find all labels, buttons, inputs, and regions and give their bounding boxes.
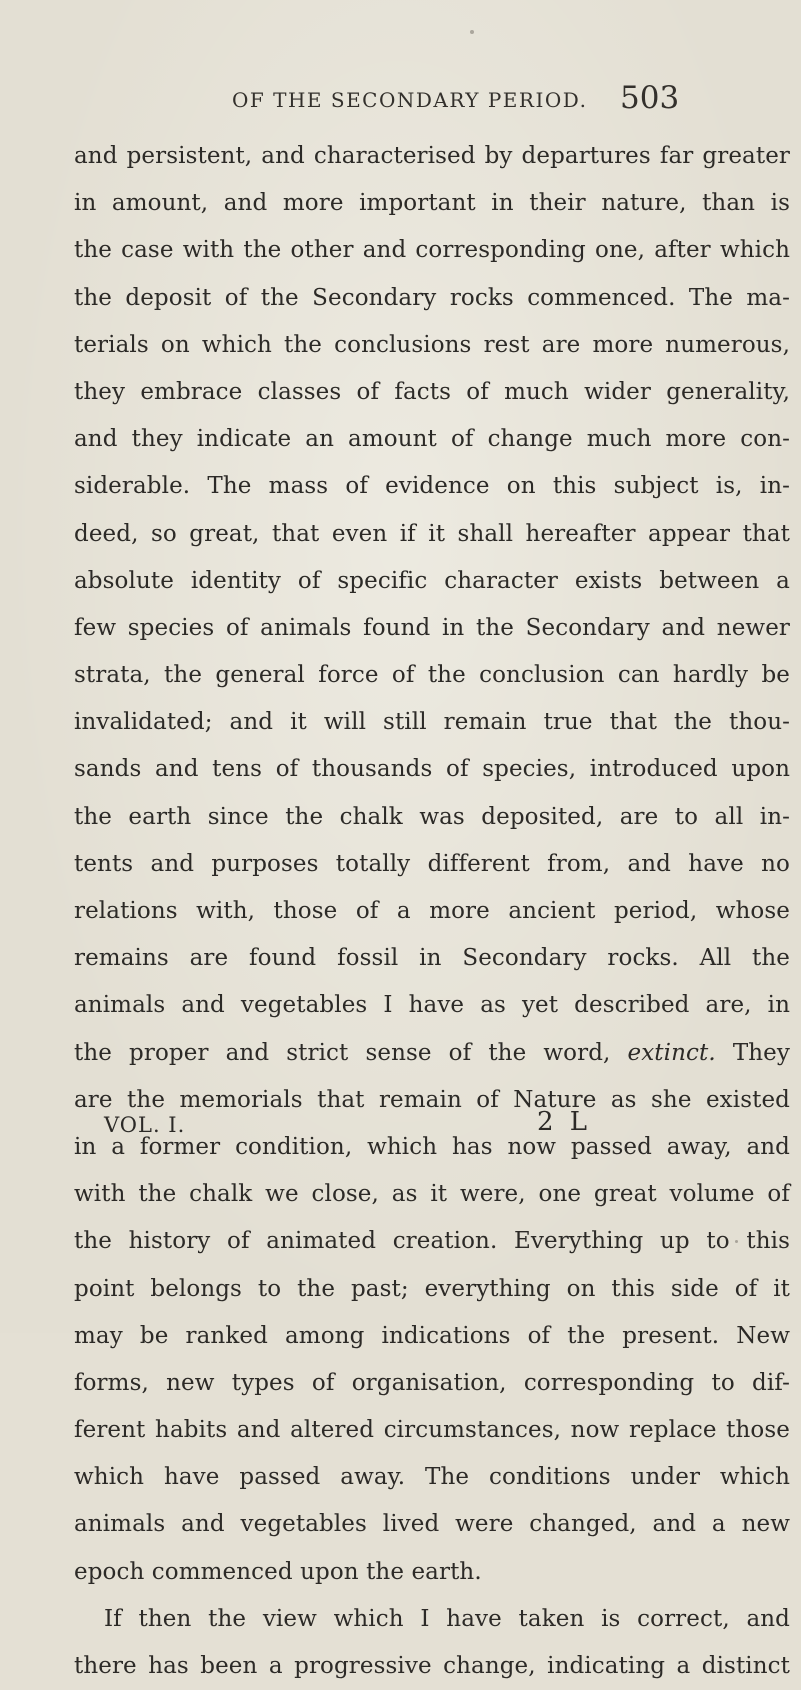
text-line: remains are found fossil in Secondary rocks. All the (74, 945, 790, 972)
text-line: point belongs to the past; everything on this side of it (74, 1275, 790, 1302)
paper-speck (735, 1240, 738, 1243)
text-line: in a former condition, which has now passed away, and (74, 1133, 790, 1160)
italic-word: extinct. (627, 1039, 716, 1066)
text-line: animals and vegetables I have as yet described are, in (74, 992, 790, 1019)
text-line: terials on which the conclusions rest are more numerous, (74, 331, 790, 358)
text-line: and persistent, and characterised by departures far greater (74, 143, 790, 169)
text-line: the case with the other and corresponding one, after which (74, 237, 790, 264)
printer-signature-mark: 2 L (537, 1107, 592, 1137)
text-line: relations with, those of a more ancient period, whose (74, 898, 790, 924)
running-head (0, 80, 801, 120)
paper-speck (96, 575, 99, 578)
text-line: the deposit of the Secondary rocks commenced. The ma- (74, 284, 790, 311)
text-line: invalidated; and it will still remain true that the thou- (74, 709, 790, 736)
text-line: deed, so great, that even if it shall hereafter appear that (74, 520, 790, 547)
text-line: sands and tens of thousands of species, introduced upon (74, 756, 790, 783)
text-line: animals and vegetables lived were changed, and a new (74, 1511, 790, 1538)
text-line: few species of animals found in the Secondary and newer (74, 614, 790, 641)
text-line: and they indicate an amount of change much more con- (74, 426, 790, 453)
text-line: there has been a progressive change, indicating a distinct (74, 1653, 790, 1679)
text-line: may be ranked among indications of the present. New (74, 1322, 790, 1349)
paper-speck (470, 30, 474, 34)
volume-signature: VOL. I. (104, 1113, 186, 1137)
text-line: with the chalk we close, as it were, one great volume of (74, 1181, 790, 1208)
page-number: 503 (620, 80, 680, 116)
text-line: in amount, and more important in their nature, than is (74, 190, 790, 217)
body-text (74, 133, 790, 1690)
running-head-title: OF THE SECONDARY PERIOD. (232, 88, 588, 112)
text-line: If then the view which I have taken is correct, and (104, 1605, 790, 1632)
text-line: they embrace classes of facts of much wider generality, (74, 378, 790, 405)
text-line: siderable. The mass of evidence on this subject is, in- (74, 473, 790, 500)
text-line: the history of animated creation. Everything up to this (74, 1228, 790, 1255)
text-line: epoch commenced upon the earth. (74, 1558, 482, 1585)
page-footer (0, 1105, 801, 1145)
text-line: the earth since the chalk was deposited, are to all in- (74, 803, 790, 830)
text-line: strata, the general force of the conclusion can hardly be (74, 662, 790, 689)
text-line: tents and purposes totally different from, and have no (74, 850, 790, 877)
text-line: are the memorials that remain of Nature as she existed (74, 1086, 790, 1113)
text-line: absolute identity of specific character exists between a (74, 567, 790, 594)
text-line: forms, new types of organisation, corresponding to dif- (74, 1369, 790, 1396)
text-line: ferent habits and altered circumstances, now replace those (74, 1417, 790, 1444)
text-line: the proper and strict sense of the word, extinct. They (74, 1039, 790, 1066)
text-line: which have passed away. The conditions under which (74, 1464, 790, 1491)
